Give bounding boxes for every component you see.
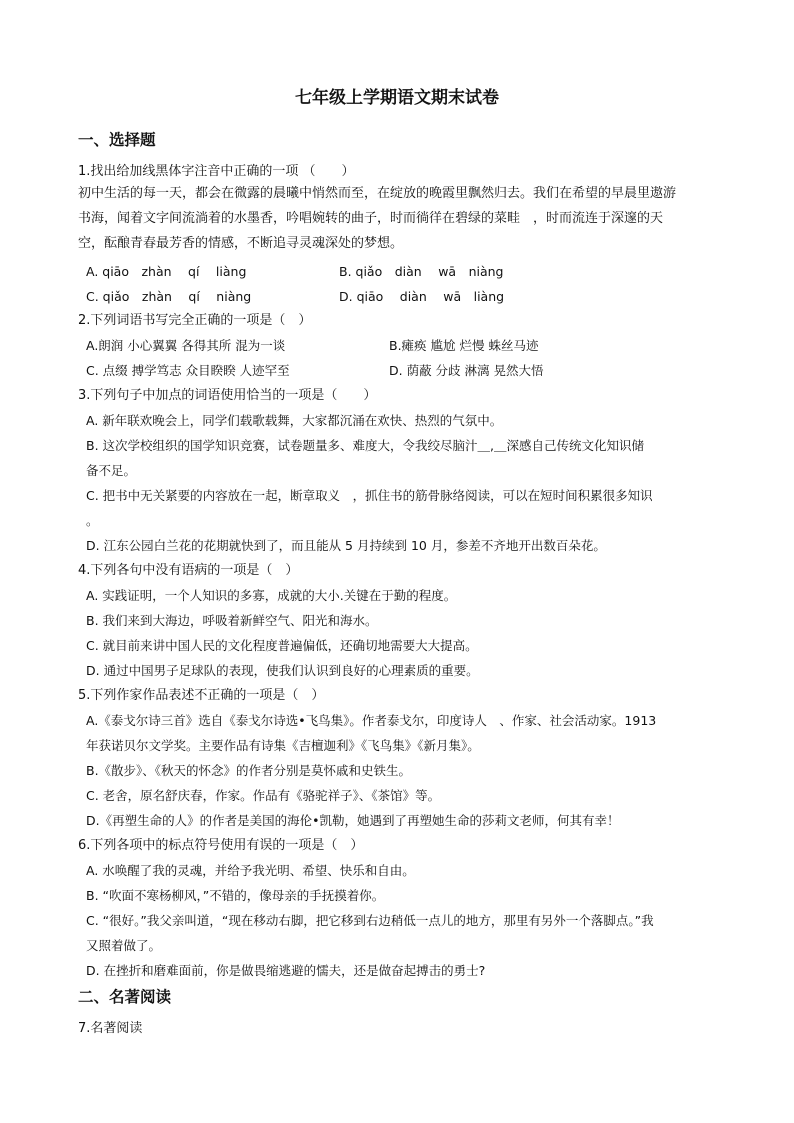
question-5-option-a: A.《泰戈尔诗三首》选自《泰戈尔诗选•飞鸟集》。作者泰戈尔，印度诗人 、作家、社会活动家。1913 <box>86 713 657 728</box>
question-2-option-a: A.朗润 小心翼翼 各得其所 混为一谈 <box>86 338 286 353</box>
question-1-stem: 1.找出给加线黑体字注音中正确的一项 （ ） <box>78 164 355 179</box>
question-1-passage <box>78 181 720 256</box>
question-2-option-b: B.瘫痪 尴尬 烂慢 蛛丝马迹 <box>389 338 539 353</box>
question-5-option-d: D.《再塑生命的人》的作者是美国的海伦•凯勒，她遇到了再塑她生命的莎莉文老师，何其有幸！ <box>86 813 620 828</box>
question-1-option-c: C. qiǎo zhàn qí niàng <box>86 289 252 304</box>
page-title: 七年级上学期语文期末试卷 <box>295 88 499 108</box>
option-text: 深感自己传统文化知识储 <box>506 438 645 453</box>
question-4-option-d: D. 通过中国男子足球队的表现，使我们认识到良好的心理素质的重要。 <box>86 663 479 678</box>
section-heading-reading: 二、名著阅读 <box>78 988 172 1006</box>
question-3-option-a: A. 新年联欢晚会上，同学们载歌载舞，大家都沉涌在欢快、热烈的气氛中。 <box>86 413 503 428</box>
question-6-option-c: C. “很好。”我父亲叫道，“现在移动右脚，把它移到右边稍低一点儿的地方，那里有另外一个落脚点。”我 <box>86 913 654 928</box>
passage-line: 空，酝酿青春最芳香的情感，不断追寻灵魂深处的梦想。 <box>78 236 404 251</box>
question-6-stem: 6.下列各项中的标点符号使用有误的一项是（ ） <box>78 838 364 853</box>
question-5-stem: 5.下列作家作品表述不正确的一项是（ ） <box>78 688 325 703</box>
question-1-option-a: A. qiāo zhàn qí liàng <box>86 264 247 279</box>
option-text: B. 这次学校组织的国学知识竞赛，试卷题量多、难度大，令我绞尽脑汁 <box>86 438 478 453</box>
question-3-stem: 3.下列句子中加点的词语使用恰当的一项是（ ） <box>78 388 377 403</box>
passage-line: 初中生活的每一天，都会在微露的晨曦中悄然而至，在绽放的晚霞里飘然归去。我们在希望的早晨里遨游 <box>78 186 677 201</box>
question-1-option-d: D. qiāo diàn wā liàng <box>339 289 505 304</box>
question-3-option-c-cont: 。 <box>86 513 99 528</box>
question-1-option-b: B. qiǎo diàn wā niàng <box>339 264 504 279</box>
question-5-option-a-cont: 年获诺贝尔文学奖。主要作品有诗集《吉檀迦利》《飞鸟集》《新月集》。 <box>86 738 480 753</box>
question-4-option-b: B. 我们来到大海边，呼吸着新鲜空气、阳光和海水。 <box>86 613 378 628</box>
question-2-option-c: C. 点缀 搏学笃志 众目睽睽 人迹罕至 <box>86 363 290 378</box>
question-4-option-c: C. 就目前来讲中国人民的文化程度普遍偏低，还确切地需要大大提高。 <box>86 638 478 653</box>
question-2-stem: 2.下列词语书写完全正确的一项是（ ） <box>78 313 312 328</box>
question-4-option-a: A. 实践证明，一个人知识的多寡，成就的大小.关键在于勤的程度。 <box>86 588 457 603</box>
question-5-option-c: C. 老舍，原名舒庆春，作家。作品有《骆驼祥子》、《茶馆》等。 <box>86 788 441 803</box>
question-6-option-a: A. 水唤醒了我的灵魂，并给予我光明、希望、快乐和自由。 <box>86 863 415 878</box>
question-6-option-b: B. “吹面不寒杨柳风，”不错的，像母亲的手抚摸着你。 <box>86 888 385 903</box>
question-3-option-c: C. 把书中无关紧要的内容放在一起，断章取义 ，抓住书的筋骨脉络阅读，可以在短时间积累很多知识 <box>86 488 653 503</box>
question-4-stem: 4.下列各句中没有语病的一项是（ ） <box>78 563 299 578</box>
blank-marker: ＿,＿ <box>477 438 507 453</box>
question-3-option-b <box>86 436 644 455</box>
question-2-option-d: D. 荫蔽 分歧 淋漓 晃然大悟 <box>389 363 544 378</box>
question-3-option-b-cont: 备不足。 <box>86 463 137 478</box>
question-6-option-d: D. 在挫折和磨难面前，你是做畏缩逃避的懦夫，还是做奋起搏击的勇士? <box>86 963 486 978</box>
question-7-stem: 7.名著阅读 <box>78 1021 143 1036</box>
question-3-option-d: D. 江东公园白兰花的花期就快到了，而且能从 5 月持续到 10 月，参差不齐地开出数百朵花。 <box>86 538 606 553</box>
section-heading-choice: 一、选择题 <box>78 131 156 149</box>
question-5-option-b: B.《散步》、《秋天的怀念》的作者分别是莫怀戚和史铁生。 <box>86 763 412 778</box>
question-6-option-c-cont: 又照着做了。 <box>86 938 162 953</box>
passage-line: 书海，闻着文字间流淌着的水墨香，吟唱婉转的曲子，时而徜徉在碧绿的菜畦 ，时而流连于深邃的天 <box>78 211 664 226</box>
